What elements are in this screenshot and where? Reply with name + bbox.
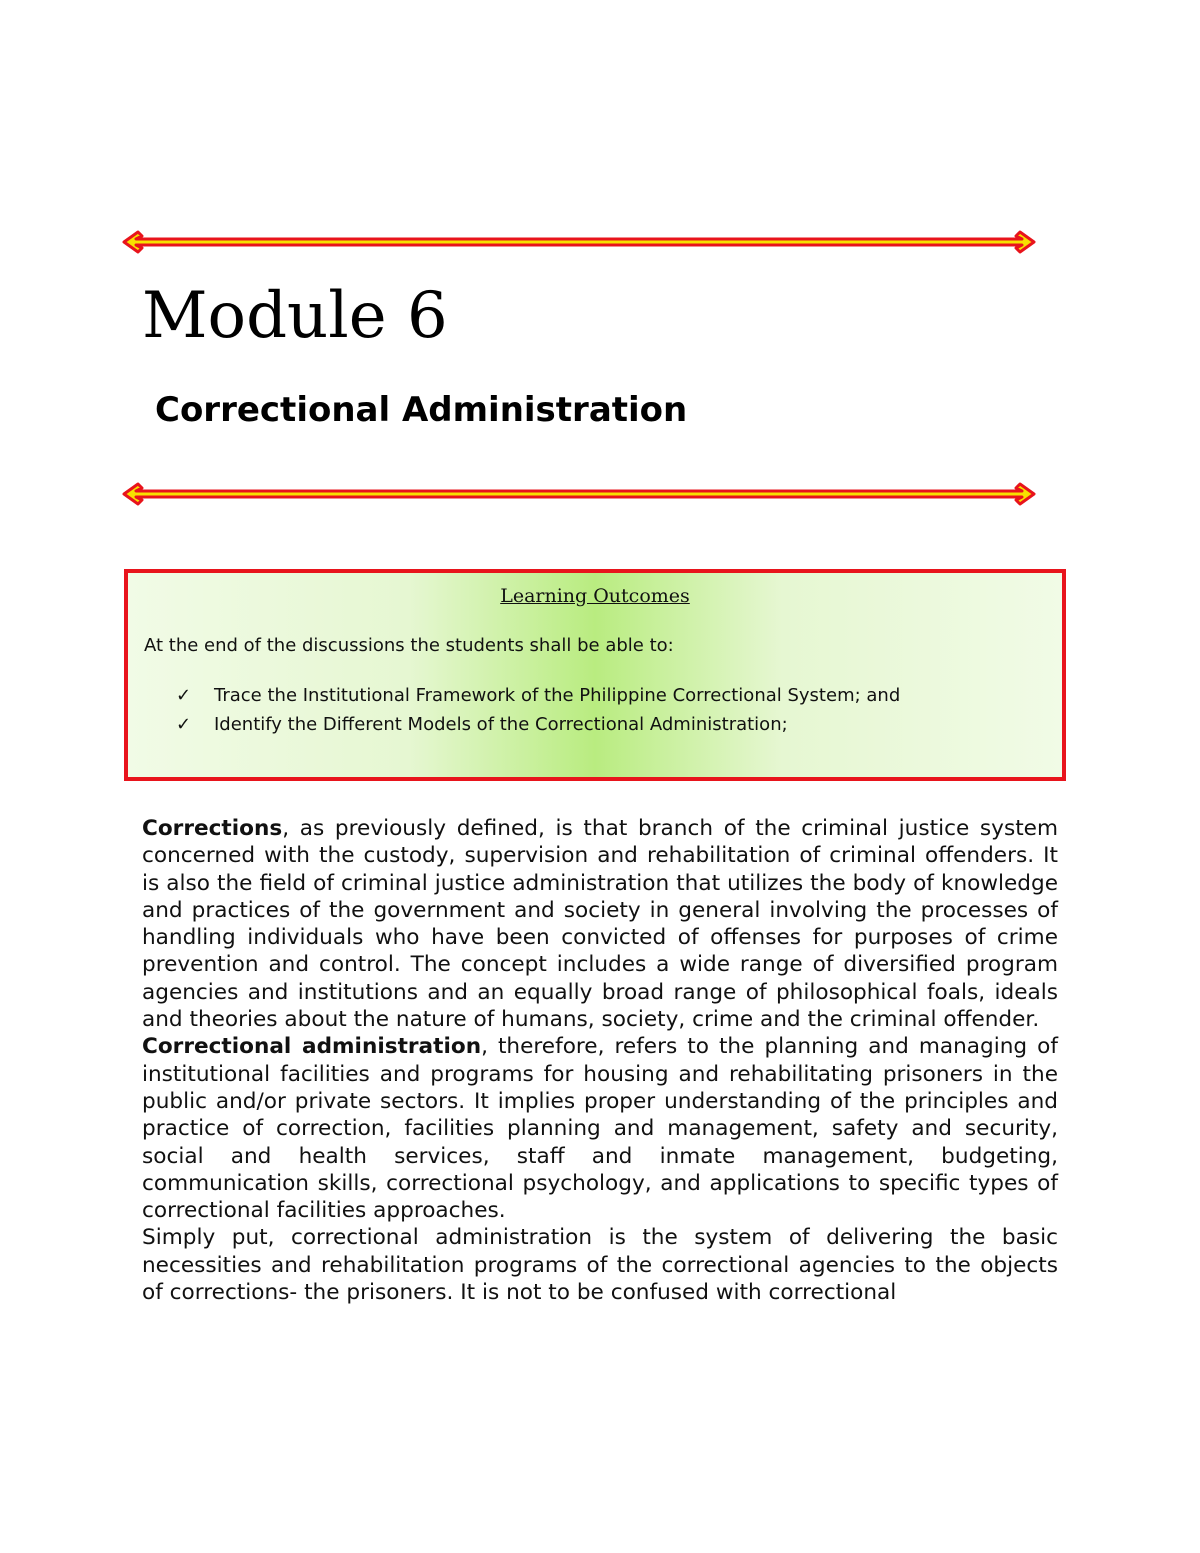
module-subtitle: Correctional Administration [155,390,688,430]
list-item [176,681,900,710]
module-title: Module 6 [142,279,448,353]
learning-outcomes-box [124,569,1066,781]
double-arrow-icon [120,480,1038,508]
term-correctional-administration: Correctional administration [142,1034,482,1060]
paragraph-corrections [142,815,1058,1033]
bottom-double-arrow-divider [120,480,1038,508]
checkmark-icon: ✓ [176,714,192,735]
outcome-text: Trace the Institutional Framework of the Philippine Correctional System; and [214,685,901,706]
term-corrections: Corrections [142,816,283,841]
learning-outcomes-intro: At the end of the discussions the students shall be able to: [144,635,674,656]
paragraph-text: , as previously defined, is that branch of the criminal justice system concerned with the custody, supervision and rehabilitation of criminal offenders. It is also the field of criminal justice administration that utilizes the body of knowledge and practices of the government and society in general involving the processes of handling individuals who have been convicted of offenses for purposes of crime prevention and control. The concept includes a wide range of diversified program agencies and institutions and an equally broad range of philosophical foals, ideals and theories about the nature of humans, society, crime and the criminal offender. [142,816,1058,1033]
checkmark-icon: ✓ [176,685,192,706]
double-arrow-icon [120,228,1038,256]
outcome-text: Identify the Different Models of the Correctional Administration; [214,714,788,735]
top-double-arrow-divider [120,228,1038,256]
learning-outcomes-heading: Learning Outcomes [500,585,690,607]
learning-outcomes-list [176,681,900,739]
paragraph-simply-put: Simply put, correctional administration is the system of delivering the basic necessities and rehabilitation programs of the correctional agencies to the objects of corrections- the prisoners. It is not to be confused with correctional [142,1225,1058,1306]
list-item [176,710,900,739]
paragraph-text: , therefore, refers to the planning and managing of institutional facilities and programs for housing and rehabilitating prisoners in the public and/or private sectors. It implies proper understanding of the principles and practice of correction, facilities planning and management, safety and security, social and health services, staff and inmate management, budgeting, communication skills, correctional psychology, and applications to specific types of correctional facilities approaches. [142,1034,1058,1224]
paragraph-correctional-administration [142,1033,1058,1224]
body-text [142,815,1058,1306]
